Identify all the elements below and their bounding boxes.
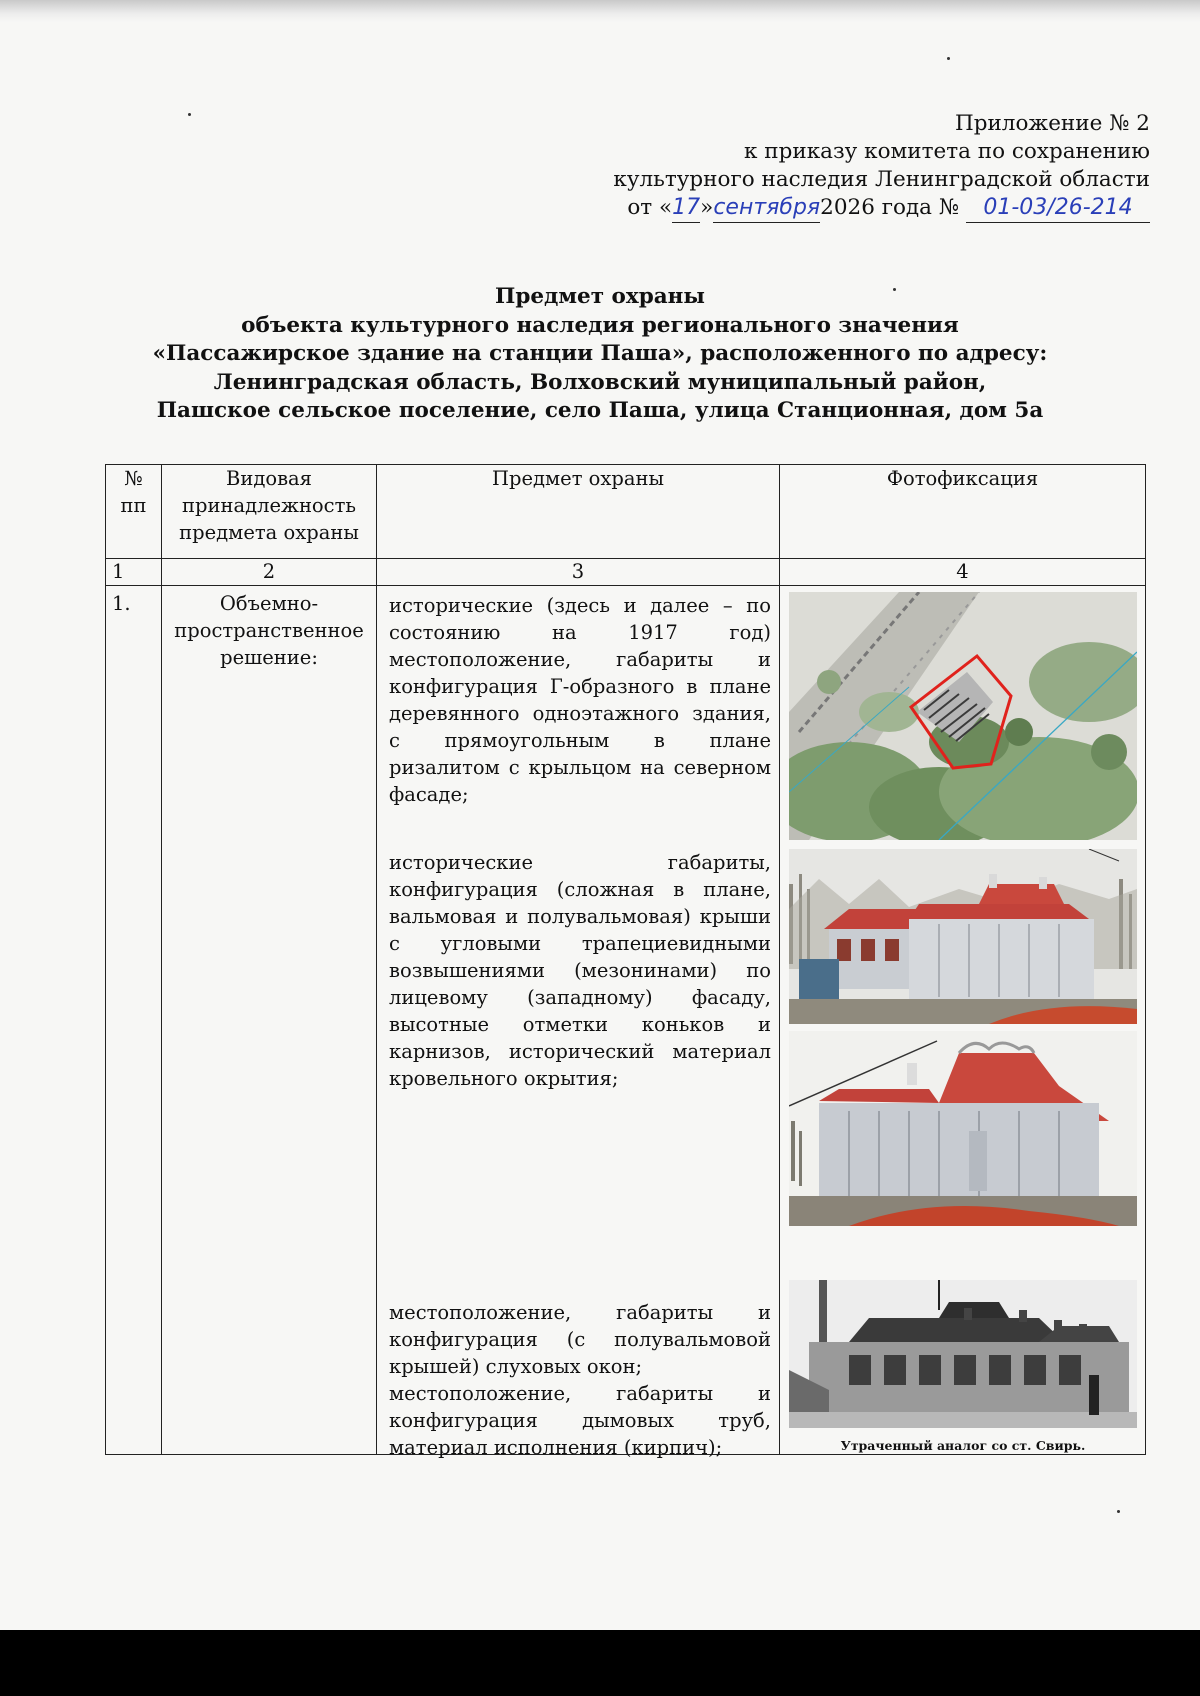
subject-paragraph-3: местоположение, габариты и конфигурация (с полувальмовой крышей) слуховых окон; [389, 1301, 771, 1378]
table-row [106, 586, 1146, 1455]
title-line-3: «Пассажирское здание на станции Паша», расположенного по адресу: [152, 341, 1048, 366]
building-side-photo [789, 1031, 1137, 1226]
appendix-header [613, 110, 1150, 223]
scan-bottom-bar [0, 1630, 1200, 1696]
photo-caption: Утраченный аналог со ст. Свирь. [840, 1438, 1086, 1453]
handwritten-order-number: 01-03/26-214 [983, 195, 1133, 220]
year-text: 2026 года № [820, 195, 960, 220]
appendix-line-1: Приложение № 2 [954, 111, 1150, 136]
column-number-1: 1 [106, 559, 162, 586]
header-category: Видовая принадлежность предмета охраны [162, 465, 377, 559]
row-category: Объемно-пространственное решение: [162, 586, 377, 1455]
table-numbering-row [106, 559, 1146, 586]
subject-paragraph-2: исторические габариты, конфигурация (сложная в плане, вальмовая и полувальмовая) крыши с угловыми трапециевидными возвышениями (мезонинами) по лицевому (западному) фасаду, высотные отметки коньков и карнизов, исторический материал кровельного окрытия; [389, 851, 771, 1090]
row-photo-cell [780, 586, 1146, 1455]
column-number-2: 2 [162, 559, 377, 586]
appendix-line-2: к приказу комитета по сохранению [744, 139, 1150, 164]
header-number: № пп [106, 465, 162, 559]
appendix-date-line [613, 194, 1150, 223]
column-number-4: 4 [780, 559, 1146, 586]
scan-top-shadow [0, 0, 1200, 22]
header-subject: Предмет охраны [377, 465, 780, 559]
scan-speck [188, 113, 191, 116]
protection-table [105, 464, 1146, 1459]
historical-analog-photo [789, 1280, 1137, 1428]
building-front-photo [789, 849, 1137, 1024]
row-subject-cell [377, 586, 780, 1459]
aerial-map-photo [789, 592, 1137, 840]
handwritten-month: сентября [713, 195, 821, 220]
title-line-1: Предмет охраны [495, 284, 705, 309]
table-header-row [106, 465, 1146, 559]
date-prefix: от « [627, 195, 673, 220]
scan-speck [947, 57, 950, 60]
row-index: 1. [106, 586, 162, 1455]
subject-paragraph-4: местоположение, габариты и конфигурация дымовых труб, материал исполнения (кирпич); [389, 1382, 771, 1459]
handwritten-day: 17 [672, 195, 701, 220]
appendix-line-3: культурного наследия Ленинградской области [613, 167, 1150, 192]
title-line-5: Пашское сельское поселение, село Паша, улица Станционная, дом 5а [156, 398, 1044, 423]
quote-close: » [700, 195, 714, 220]
column-number-3: 3 [377, 559, 780, 586]
header-photo: Фотофиксация [780, 465, 1146, 559]
title-line-4: Ленинградская область, Волховский муниципальный район, [213, 369, 987, 395]
document-title [80, 283, 1120, 426]
scan-speck [1117, 1510, 1120, 1513]
subject-paragraph-1: исторические (здесь и далее – по состоянию на 1917 год) местоположение, габариты и конфигурация Г-образного в плане деревянного одноэтажного здания, с прямоугольным в плане ризалитом с крыльцом на северном фасаде; [389, 594, 771, 806]
title-line-2: объекта культурного наследия регионального значения [241, 312, 959, 338]
